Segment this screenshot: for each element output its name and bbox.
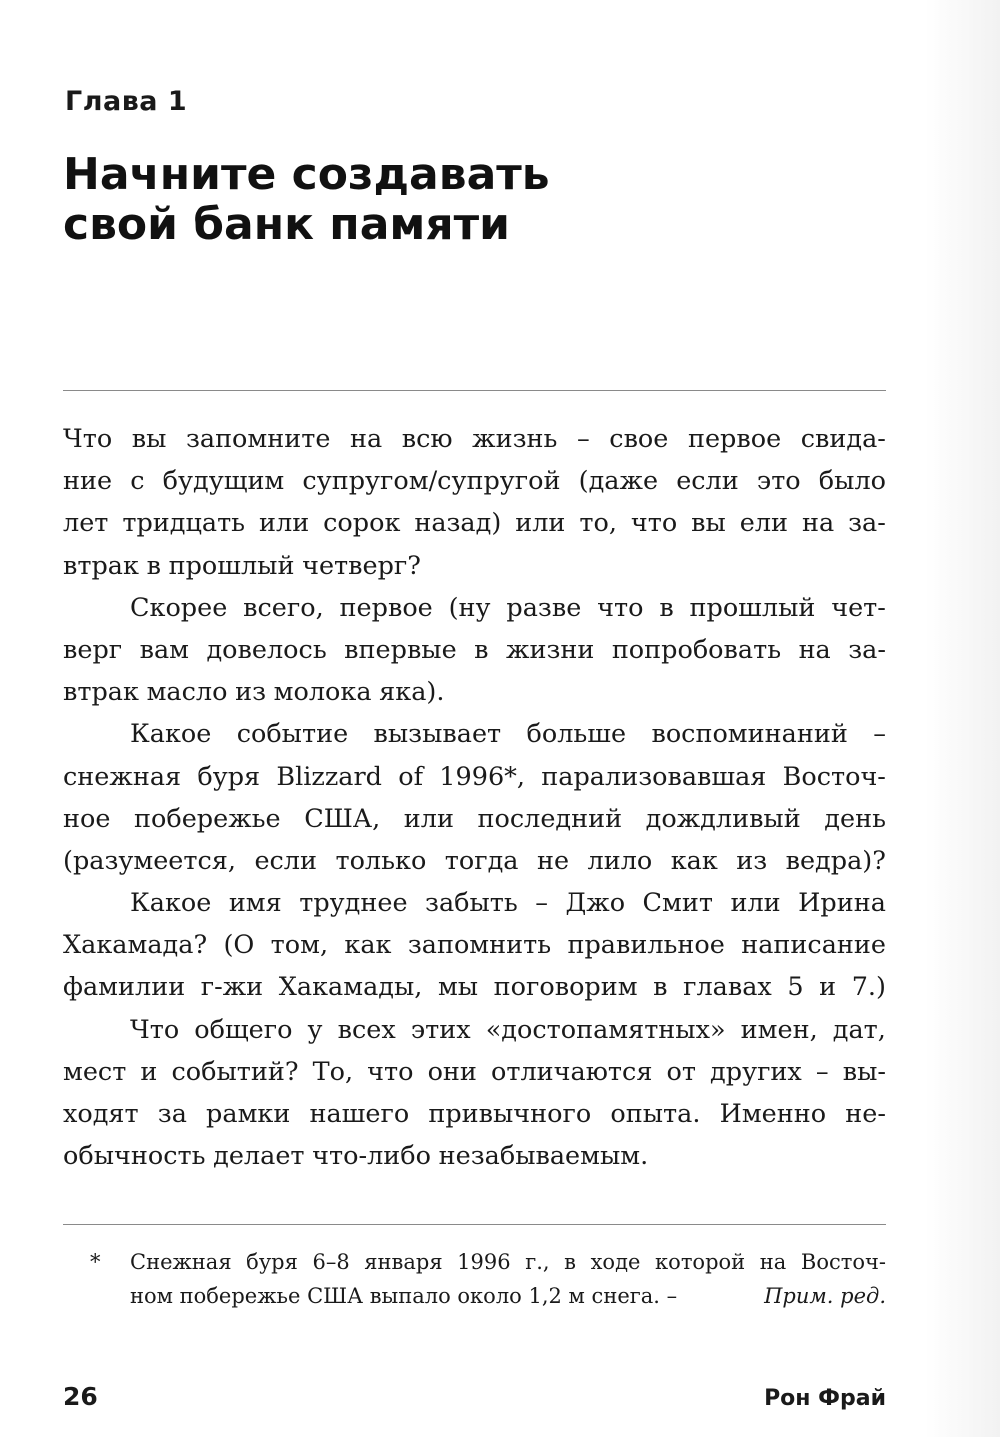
text-line [63, 882, 886, 924]
word: за- [848, 634, 886, 665]
word: не [536, 845, 570, 876]
word: событие [236, 719, 349, 750]
text-line [63, 1093, 886, 1135]
page-edge-shadow [925, 0, 1000, 1437]
text-line [63, 587, 886, 629]
word: что [597, 592, 644, 623]
word: в [659, 592, 674, 623]
footnote-divider [63, 1224, 886, 1225]
word: – [576, 424, 590, 454]
text-line [63, 713, 886, 755]
word: обычность [63, 1141, 206, 1172]
word: отличаются [491, 1056, 653, 1087]
word: жизни [505, 634, 595, 665]
text-line [63, 545, 886, 587]
word: г-жи [200, 972, 264, 1003]
word: свое [609, 424, 669, 454]
text-line [63, 418, 886, 460]
word: сорок [323, 508, 401, 539]
word: парализовавшая [541, 761, 767, 792]
word: чет- [831, 592, 886, 623]
text-line [63, 798, 886, 840]
word: что [630, 508, 678, 539]
word: вы [691, 508, 726, 539]
word: не- [845, 1099, 886, 1129]
word: за- [848, 508, 886, 539]
footnote-body [130, 1245, 886, 1313]
word: этих [410, 1014, 471, 1045]
word: имя [228, 888, 282, 919]
word: воспоминаний [651, 719, 848, 750]
word: буря [246, 1250, 298, 1274]
word: поговорим [493, 972, 638, 1003]
word: вызывает [373, 719, 502, 750]
word: 5 [787, 972, 804, 1003]
word: написание [741, 930, 886, 961]
word: тогда [444, 845, 519, 876]
word: которой [655, 1250, 746, 1274]
chapter-label: Глава 1 [65, 86, 188, 117]
word: незабываемым. [438, 1141, 649, 1172]
word: и [140, 1056, 158, 1087]
footnote [90, 1245, 886, 1313]
text-line [63, 1009, 886, 1051]
word: Восточ- [782, 761, 886, 792]
word: то, [579, 508, 617, 539]
word: фамилии [63, 972, 186, 1003]
word: «достопамятных» [485, 1014, 726, 1045]
word: всего, [243, 592, 324, 623]
text-line [63, 1051, 886, 1093]
word: последний [477, 803, 623, 834]
word: жизнь [472, 424, 558, 454]
word: делает [213, 1141, 305, 1172]
word: Снежная [130, 1250, 232, 1274]
word: (разумеется, [63, 845, 236, 876]
word: втрак [63, 550, 139, 581]
chapter-title-line: свой банк памяти [63, 199, 510, 250]
word: будущим [162, 466, 285, 497]
word: прошлый [168, 550, 295, 581]
word: что [367, 1056, 414, 1087]
word: 1996*, [439, 761, 526, 792]
word: первое [687, 424, 782, 454]
word: рамки [206, 1099, 291, 1129]
running-footer-author: Рон Фрай [764, 1386, 886, 1411]
word: втрак [63, 677, 139, 708]
word: общего [194, 1014, 293, 1045]
text-line [63, 460, 886, 502]
word: событий? [171, 1056, 299, 1087]
word: запомнить [407, 930, 552, 961]
text-line [63, 629, 886, 671]
word: четверг? [302, 550, 421, 581]
word: имен, [740, 1014, 818, 1045]
word: труднее [299, 888, 408, 919]
word: То, [312, 1056, 354, 1087]
word: верг [63, 634, 123, 665]
word: лило [587, 845, 653, 876]
word: только [335, 845, 427, 876]
word: или [403, 803, 454, 834]
text-line [63, 502, 886, 544]
footnote-line [130, 1279, 886, 1313]
word: (даже [578, 466, 659, 497]
word: у [307, 1014, 323, 1045]
word: вам [139, 634, 190, 665]
word: – [873, 719, 886, 750]
word: тридцать [122, 508, 246, 539]
word: в [564, 1250, 576, 1274]
word: правильное [567, 930, 725, 961]
word: снежная [63, 761, 182, 792]
word: яка). [379, 677, 445, 708]
word: 6–8 [312, 1250, 350, 1274]
word: что-либо [312, 1141, 432, 1172]
word: г., [525, 1250, 550, 1274]
word: Что [130, 1014, 180, 1045]
word: как [670, 845, 718, 876]
word: первое [339, 592, 433, 623]
word: США, [304, 803, 381, 834]
footnote-line-text: ном побережье США выпало около 1,2 м снега. – [130, 1284, 678, 1308]
word: назад) [414, 508, 502, 539]
word: вы [131, 424, 167, 454]
word: Скорее [130, 592, 228, 623]
word: довелось [206, 634, 327, 665]
word: Хакамада? [63, 930, 208, 961]
word: ние [63, 466, 113, 497]
word: of [398, 761, 424, 792]
word: привычного [428, 1099, 592, 1129]
word: (О [223, 930, 255, 961]
word: опыта. [610, 1099, 701, 1129]
word: или [259, 508, 310, 539]
word: день [824, 803, 886, 834]
text-line [63, 924, 886, 966]
word: за [157, 1099, 187, 1129]
word: Джо [565, 888, 626, 919]
word: из [736, 845, 768, 876]
word: свида- [800, 424, 886, 454]
word: Какое [130, 888, 212, 919]
word: в [653, 972, 668, 1003]
word: или [515, 508, 566, 539]
word: лет [63, 508, 109, 539]
word: с [130, 466, 145, 497]
word: всех [337, 1014, 396, 1045]
editor-note: Прим. ред. [764, 1284, 886, 1308]
word: как [344, 930, 392, 961]
page-number: 26 [63, 1382, 98, 1411]
word: Хакамады, [278, 972, 423, 1003]
word: ходе [590, 1250, 641, 1274]
word: они [427, 1056, 477, 1087]
word: Blizzard [276, 761, 383, 792]
word: всю [401, 424, 453, 454]
chapter-title [63, 150, 863, 250]
word: главах [683, 972, 772, 1003]
text-line [63, 756, 886, 798]
word: мы [437, 972, 479, 1003]
word: в [146, 550, 161, 581]
word: и [819, 972, 837, 1003]
word: дождливый [645, 803, 801, 834]
body-text [63, 418, 886, 1177]
word: ное [63, 803, 111, 834]
word: Ирина [798, 888, 886, 919]
word: других [710, 1056, 802, 1087]
word: ходят [63, 1099, 139, 1129]
word: попробовать [611, 634, 782, 665]
word: том, [270, 930, 329, 961]
word: на [801, 508, 835, 539]
word: прошлый [689, 592, 816, 623]
word: больше [526, 719, 627, 750]
word: масло [146, 677, 228, 708]
text-line [63, 840, 886, 882]
word: было [818, 466, 886, 497]
text-line [63, 1135, 886, 1177]
word: ели [739, 508, 789, 539]
word: нашего [309, 1099, 410, 1129]
word: вы- [842, 1056, 886, 1087]
word: 1996 [457, 1250, 511, 1274]
word: мест [63, 1056, 127, 1087]
word: забыть [425, 888, 518, 919]
word: это [756, 466, 801, 497]
word: дат, [832, 1014, 886, 1045]
word: молока [273, 677, 372, 708]
text-line [63, 966, 886, 1008]
word: Восточ- [800, 1250, 886, 1274]
top-divider [63, 390, 886, 391]
word: на [759, 1250, 787, 1274]
word: в [474, 634, 489, 665]
word: января [364, 1250, 443, 1274]
footnote-mark: * [90, 1250, 101, 1274]
word: буря [197, 761, 261, 792]
word: Что [63, 424, 113, 454]
word: Какое [130, 719, 212, 750]
word: если [254, 845, 318, 876]
word: запомните [185, 424, 331, 454]
chapter-title-line: Начните создавать [63, 149, 550, 200]
word: Именно [719, 1099, 827, 1129]
word: (ну [448, 592, 491, 623]
word: – [535, 888, 549, 919]
word: если [676, 466, 739, 497]
word: Смит [642, 888, 713, 919]
word: из [235, 677, 266, 708]
word: на [350, 424, 383, 454]
word: 7.) [851, 972, 886, 1003]
word: или [730, 888, 781, 919]
text-line [63, 671, 886, 713]
word: супругом/супругой [302, 466, 561, 497]
word: ведра)? [785, 845, 886, 876]
word: от [666, 1056, 696, 1087]
word: побережье [134, 803, 281, 834]
footnote-line [130, 1245, 886, 1279]
word: разве [506, 592, 582, 623]
word: – [815, 1056, 829, 1087]
word: на [798, 634, 831, 665]
word: впервые [344, 634, 457, 665]
